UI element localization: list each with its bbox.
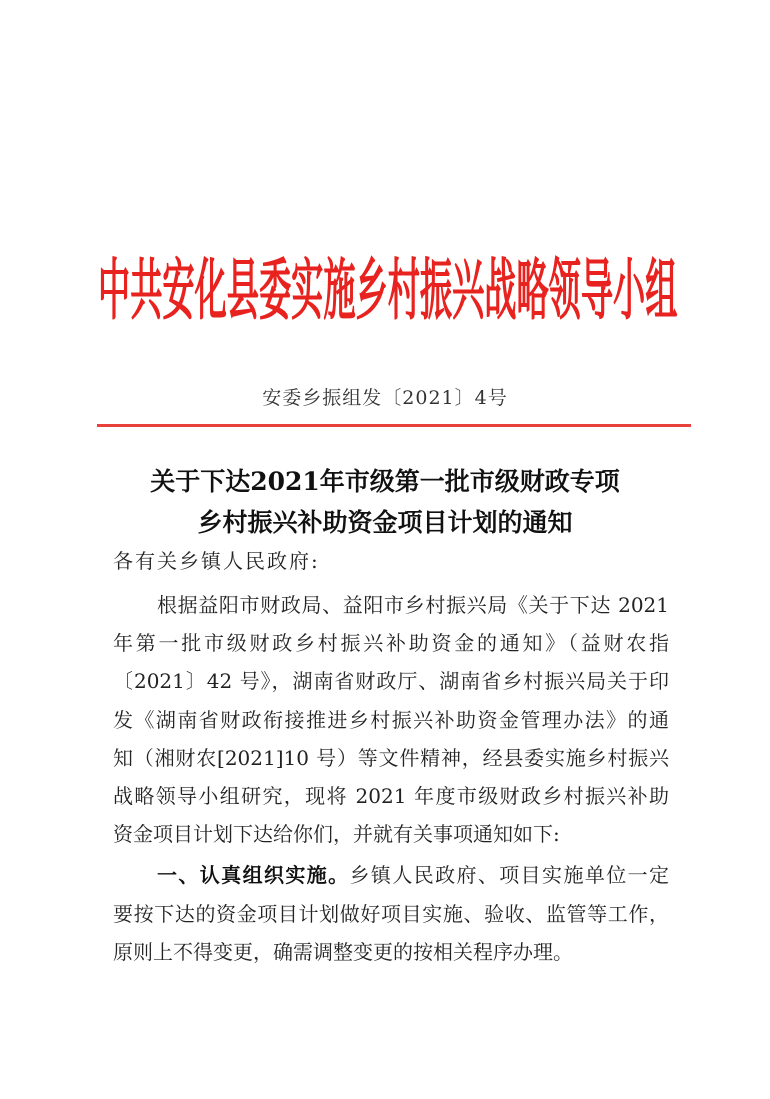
section-1-heading: 一、认真组织实施。	[157, 863, 350, 888]
body-line: 年第一批市级财政乡村振兴补助资金的通知》（益财农指	[113, 631, 669, 656]
org-title: 中共安化县委实施乡村振兴战略领导小组	[98, 250, 678, 330]
document-body	[113, 586, 669, 971]
red-divider-line	[97, 424, 691, 427]
body-line: 根据益阳市财政局、益阳市乡村振兴局《关于下达 2021	[157, 593, 669, 617]
issuing-organization-header	[98, 252, 692, 328]
body-line: 发《湖南省财政衔接推进乡村振兴补助资金管理办法》的通	[113, 707, 669, 732]
body-line: 要按下达的资金项目计划做好项目实施、验收、监管等工作，	[113, 901, 669, 926]
body-line: 〔2021〕42 号》，湖南省财政厅、湖南省乡村振兴局关于印	[113, 669, 669, 694]
body-text: 乡镇人民政府、项目实施单位一定	[349, 863, 669, 888]
document-title-line-2: 乡村振兴补助资金项目计划的通知	[197, 508, 573, 537]
body-line: 原则上不得变更，确需调整变更的按相关程序办理。	[113, 939, 573, 964]
body-line: 资金项目计划下达给你们，并就有关事项通知如下:	[113, 822, 560, 847]
body-line: 知（湘财农[2021]10 号）等文件精神，经县委实施乡村振兴	[113, 745, 669, 770]
document-title-line-1: 关于下达2021年市级第一批市级财政专项	[150, 467, 620, 496]
body-line: 战略领导小组研究，现将 2021 年度市级财政乡村振兴补助	[113, 783, 669, 808]
document-number: 安委乡振组发〔2021〕4号	[262, 387, 508, 409]
section-1-first-line	[113, 856, 669, 894]
salutation: 各有关乡镇人民政府:	[113, 549, 320, 573]
